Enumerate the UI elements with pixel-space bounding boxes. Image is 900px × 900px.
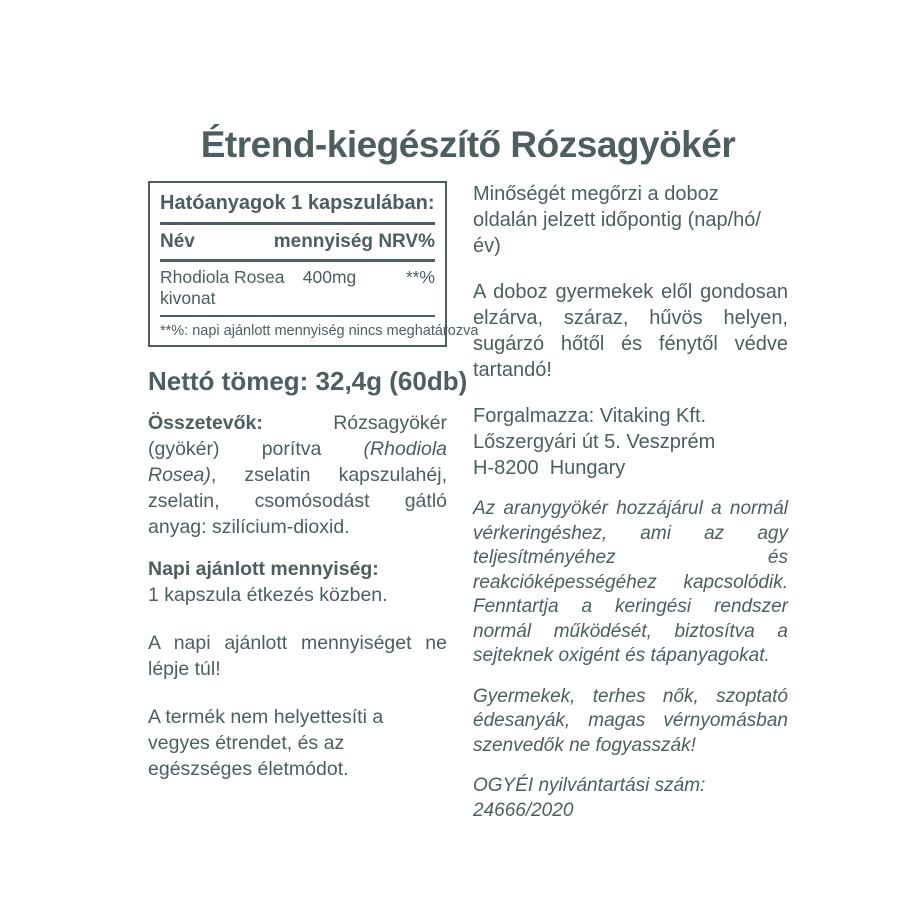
- registration-number: OGYÉI nyilvántartási szám: 24666/2020: [473, 775, 706, 821]
- left-column: [148, 181, 479, 782]
- daily-dose-heading: Napi ajánlott mennyiség:: [148, 558, 379, 580]
- overdose-warning: A napi ajánlott mennyiséget ne lépje túl!: [148, 632, 447, 680]
- distributor-city: H-8200 Hungary: [473, 457, 626, 479]
- distributor-name: Forgalmazza: Vitaking Kft.: [473, 405, 707, 427]
- health-claim: Az aranygyökér hozzájárul a normál vérkeringéshez, ami az agy teljesítményéhez és reakcióképességéhez kapcsolódik. Fenntartja a keringési rendszer normál működését, biztosítva a sejteknek oxigént és tápanyagokat.: [473, 498, 788, 666]
- column-header-nrv: NRV%: [378, 231, 435, 252]
- storage-instructions: A doboz gyermekek elől gondosan elzárva, száraz, hűvös helyen, sugárzó hőtől és fénytől védve tartandó!: [473, 281, 788, 381]
- table-column-headers: [160, 225, 435, 259]
- column-header-name: Név: [160, 231, 195, 252]
- right-column: [473, 181, 788, 823]
- distributor-address: Lőszergyári út 5. Veszprém: [473, 431, 716, 453]
- table-row: [160, 262, 435, 315]
- table-title: Hatóanyagok 1 kapszulában:: [160, 192, 435, 214]
- cell-amount: 400mg: [302, 267, 357, 287]
- table-footnote: **%: napi ajánlott mennyiség nincs meghatározva: [160, 323, 479, 339]
- net-weight: Nettó tömeg: 32,4g (60db): [148, 366, 468, 396]
- label-columns: [148, 181, 788, 823]
- cell-ingredient-name: Rhodiola Rosea kivonat: [160, 267, 285, 308]
- latin-name: (Rhodiola Rosea): [148, 438, 447, 486]
- ingredients-paragraph: [148, 410, 447, 540]
- label-content: [148, 124, 788, 823]
- ingredients-part1: Rózsagyökér (gyökér) porítva: [148, 412, 447, 460]
- active-ingredients-table: [148, 181, 479, 347]
- page-title: Étrend-kiegészítő Rózsagyökér: [200, 124, 736, 165]
- diet-disclaimer: A termék nem helyettesíti a vegyes étrendet, és az egészséges életmódot.: [148, 706, 384, 780]
- daily-dose-text: 1 kapszula étkezés közben.: [148, 584, 388, 606]
- column-header-amount: mennyiség: [273, 231, 373, 252]
- consumption-warning: Gyermekek, terhes nők, szoptató édesanyák, magas vérnyomásban szenvedők ne fogyasszák!: [473, 685, 788, 756]
- cell-nrv: **%: [405, 267, 435, 287]
- best-before-note: Minőségét megőrzi a doboz oldalán jelzett időpontig (nap/hó/év): [473, 183, 761, 257]
- ingredients-part2: , zselatin kapszulahéj, zselatin, csomósodást gátló anyag: szilícium-dioxid.: [148, 464, 447, 538]
- ingredients-lead: Összetevők:: [148, 412, 263, 434]
